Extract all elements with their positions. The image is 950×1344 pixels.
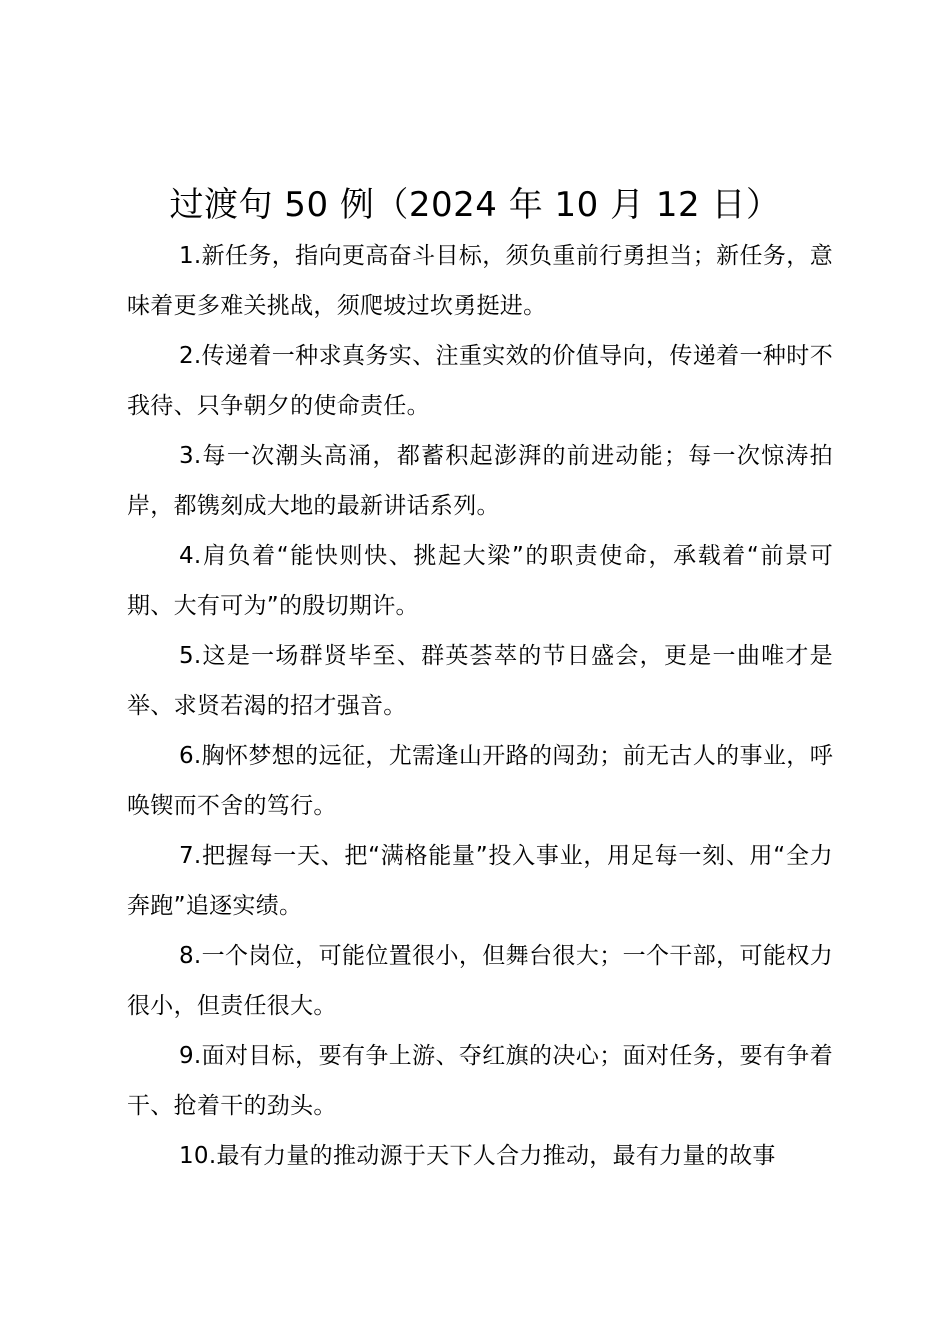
paragraph-4: 4.肩负着“能快则快、挑起大梁”的职责使命，承载着“前景可期、大有可为”的殷切期许。 xyxy=(127,543,833,619)
paragraph-10: 10.最有力量的推动源于天下人合力推动，最有力量的故事 xyxy=(179,1143,776,1169)
paragraph-2: 2.传递着一种求真务实、注重实效的价值导向，传递着一种时不我待、只争朝夕的使命责任。 xyxy=(127,343,833,419)
paragraph-7: 7.把握每一天、把“满格能量”投入事业，用足每一刻、用“全力奔跑”追逐实绩。 xyxy=(127,843,833,919)
document-body xyxy=(127,231,833,1181)
paragraph-6: 6.胸怀梦想的远征，尤需逢山开路的闯劲；前无古人的事业，呼唤锲而不舍的笃行。 xyxy=(127,743,833,819)
paragraph-9: 9.面对目标，要有争上游、夺红旗的决心；面对任务，要有争着干、抢着干的劲头。 xyxy=(127,1043,833,1119)
paragraph-3: 3.每一次潮头高涌，都蓄积起澎湃的前进动能；每一次惊涛拍岸，都镌刻成大地的最新讲话系列。 xyxy=(127,443,833,519)
document-title: 过渡句 50 例（2024 年 10 月 12 日） xyxy=(169,185,781,225)
paragraph-8: 8.一个岗位，可能位置很小，但舞台很大；一个干部，可能权力很小，但责任很大。 xyxy=(127,943,833,1019)
paragraph-5: 5.这是一场群贤毕至、群英荟萃的节日盛会，更是一曲唯才是举、求贤若渴的招才强音。 xyxy=(127,643,833,719)
paragraph-1: 1.新任务，指向更高奋斗目标，须负重前行勇担当；新任务，意味着更多难关挑战，须爬坡过坎勇挺进。 xyxy=(127,243,833,319)
